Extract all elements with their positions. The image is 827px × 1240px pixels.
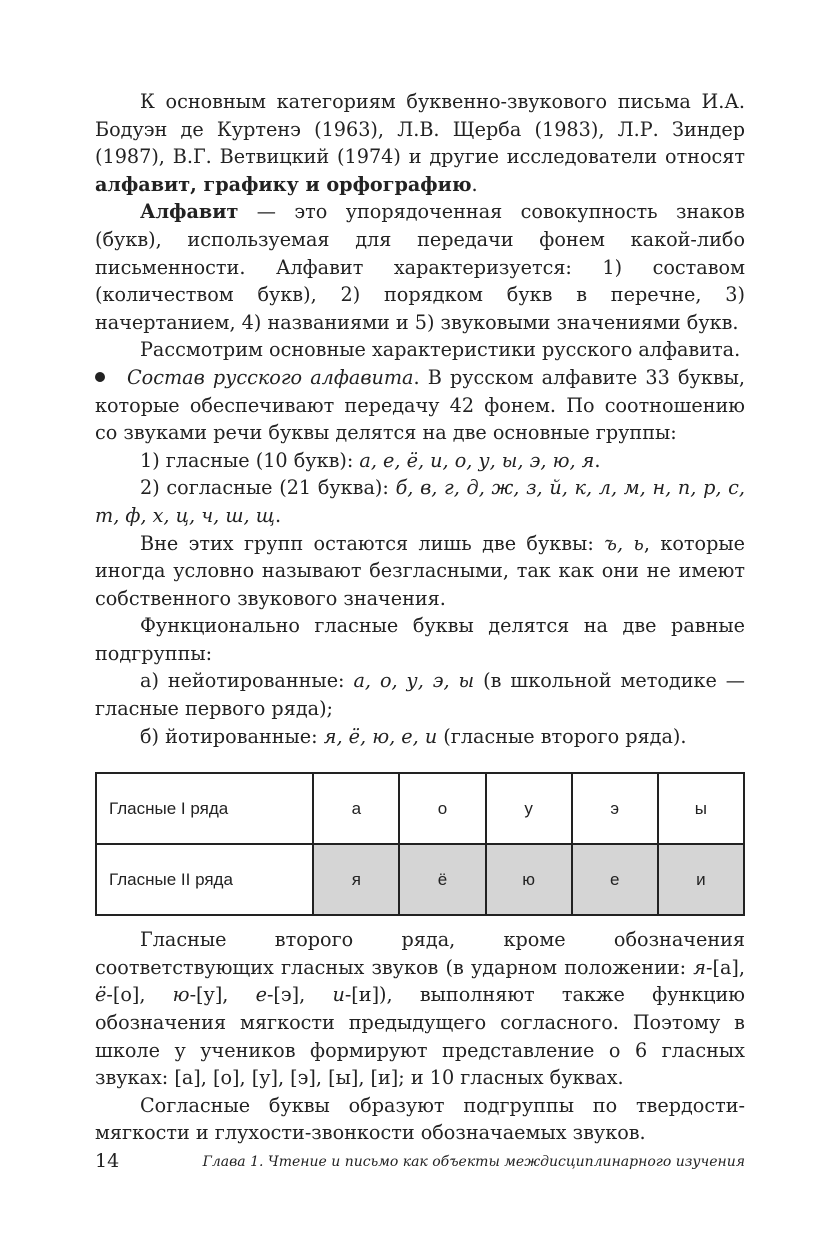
paragraph-composition: Состав русского алфавита. В русском алфавите 33 буквы, которые обеспечивают передачу 42 фонем. По соотношению со звуками речи буквы делятся на две основные группы: xyxy=(95,365,745,445)
table-cell: я xyxy=(313,844,399,915)
table-cell: а xyxy=(313,773,399,844)
bullet-icon xyxy=(95,372,105,382)
table-cell: у xyxy=(486,773,572,844)
bold-terms: алфавит, графику и орфографию xyxy=(95,172,472,196)
paragraph-subgroups: Функционально гласные буквы делятся на две равные подгруппы: xyxy=(95,614,745,665)
table-row xyxy=(96,773,744,844)
list-item-iotated: б) йотированные: я, ё, ю, е, и (гласные второго ряда). xyxy=(140,724,687,748)
paragraph-consonant-subgroups: Согласные буквы образуют подгруппы по твердости-мягкости и глухости-звонкости обозначаемых звуков. xyxy=(95,1093,745,1145)
paragraph-categories: К основным категориям буквенно-звукового письма И.А. Бодуэн де Куртенэ (1963), Л.В. Щерба (1983), Л.Р. Зиндер (1987), В.Г. Ветвицкий (1974) и другие исследователи относят алфавит, графику и орфографию. xyxy=(95,90,745,196)
table-row xyxy=(96,844,744,915)
list-item-non-iotated: а) нейотированные: а, о, у, э, ы (в школьной методике — гласные первого ряда); xyxy=(95,669,745,721)
table-cell: о xyxy=(399,773,485,844)
page-number: 14 xyxy=(95,1150,120,1172)
paragraph-signless: Вне этих групп остаются лишь две буквы: ъ, ь, которые иногда условно называют безгласными, так как они не имеют собственного звукового значения. xyxy=(95,531,745,610)
vowels-table xyxy=(95,772,745,916)
paragraph-second-row-vowels: Гласные второго ряда, кроме обозначения соответствующих гласных звуков (в ударном положении: я-[а], ё-[о], ю-[у], е-[э], и-[и]), выполняют также функцию обозначения мягкости предыдущего согласного. Поэтому в школе у учеников формируют представление о 6 гласных звуках: [а], [о], [у], [э], [ы], [и]; и 10 гласных буквах. xyxy=(95,928,745,1090)
page-body xyxy=(95,88,745,1147)
running-head: Глава 1. Чтение и письмо как объекты междисциплинарного изучения xyxy=(202,1154,745,1170)
paragraph-characteristics: Рассмотрим основные характеристики русского алфавита. xyxy=(140,338,741,362)
list-item-consonants: 2) согласные (21 буква): б, в, г, д, ж, з, й, к, л, м, н, п, р, с, т, ф, х, ц, ч, ш, щ. xyxy=(95,476,745,527)
table-cell: э xyxy=(572,773,658,844)
row-header: Гласные I ряда xyxy=(96,773,313,844)
table-cell: ю xyxy=(486,844,572,915)
page-footer xyxy=(95,1150,745,1176)
row-header: Гласные II ряда xyxy=(96,844,313,915)
table-cell: ё xyxy=(399,844,485,915)
table-cell: е xyxy=(572,844,658,915)
paragraph-alphabet-definition: Алфавит — это упорядоченная совокупность знаков (букв), используемая для передачи фонем какой-либо письменности. Алфавит характеризуется: 1) составом (количеством букв), 2) порядком букв в перечне, 3) начертанием, 4) названиями и 5) звуковыми значениями букв. xyxy=(95,200,745,334)
term-alphabet: Алфавит xyxy=(140,200,239,224)
table-cell: и xyxy=(658,844,744,915)
list-item-vowels: 1) гласные (10 букв): а, е, ё, и, о, у, ы, э, ю, я. xyxy=(140,448,601,472)
table-cell: ы xyxy=(658,773,744,844)
